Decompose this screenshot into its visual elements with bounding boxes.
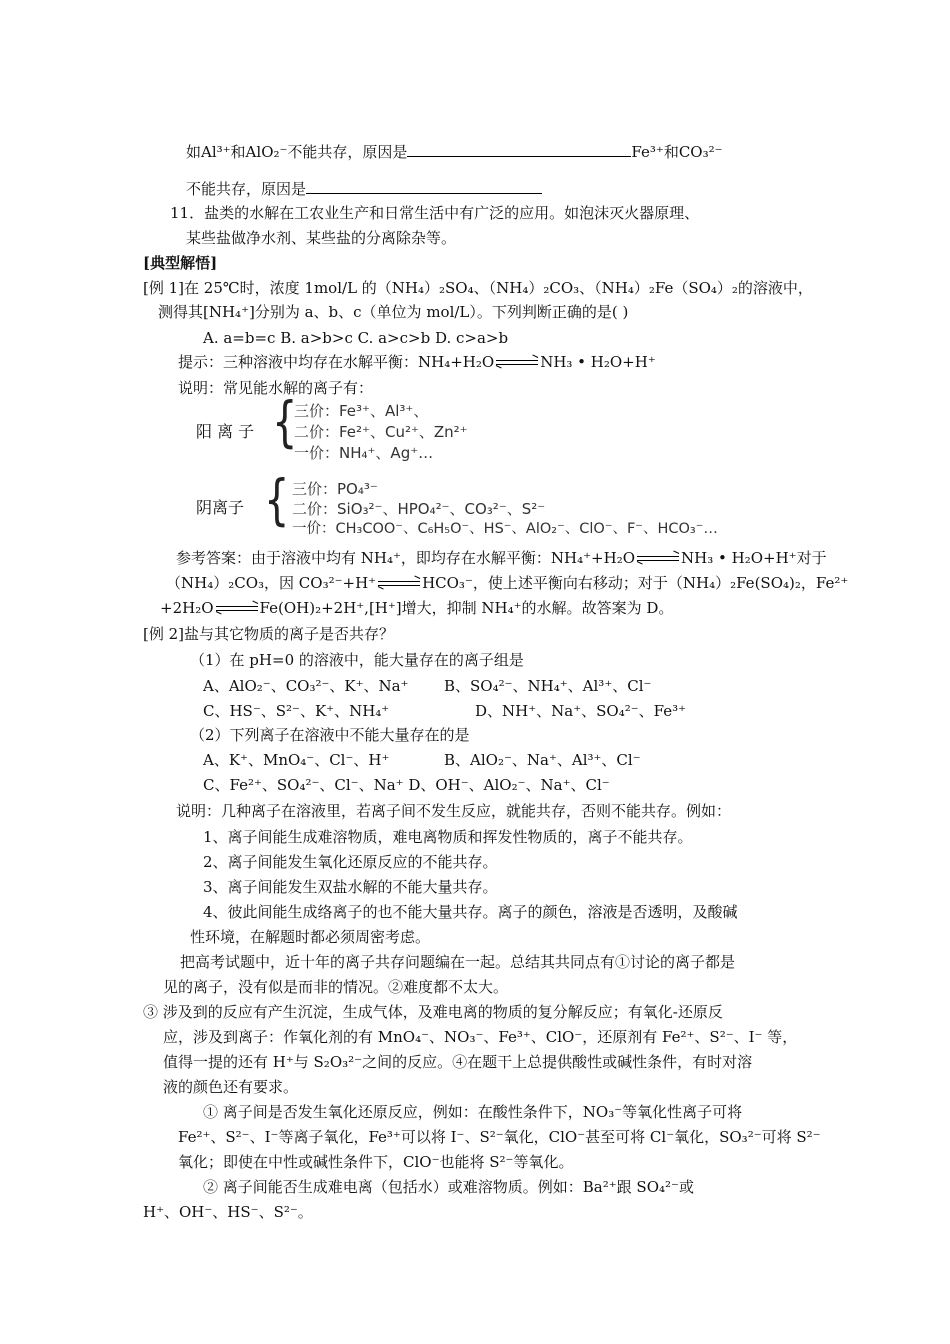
- item-11-line-1: 11．盐类的水解在工农业生产和日常生活中有广泛的应用。如泡沫灭火器原理、: [170, 204, 700, 222]
- cation-label: 阳 离 子: [196, 422, 255, 441]
- rule-2a: ② 离子间能否生成难电离（包括水）或难溶物质。例如：Ba²⁺跟 SO₄²⁻或: [203, 1178, 694, 1196]
- line-text: （NH₄）₂CO₃，因 CO₃²⁻+H⁺: [166, 574, 377, 592]
- anion-trivalent: 三价：PO₄³⁻: [292, 480, 378, 498]
- line-text: NH₃ • H₂O+H⁺对于: [681, 549, 827, 567]
- example-2-title: [例 2]盐与其它物质的离子是否共存？: [143, 625, 395, 643]
- q1-option-a: A、AlO₂⁻、CO₃²⁻、K⁺、Na⁺: [203, 677, 409, 695]
- paragraph-2c: 值得一提的还有 H⁺与 S₂O₃²⁻之间的反应。④在题干上总提供酸性或碱性条件，有时对溶: [163, 1053, 753, 1071]
- line-text: Fe(OH)₂+2H⁺,[H⁺]增大，抑制 NH₄⁺的水解。故答案为 D。: [259, 599, 674, 617]
- equilibrium-arrow-icon: [378, 580, 420, 588]
- line-text: NH₃ • H₂O+H⁺: [540, 353, 656, 371]
- line-text: 不能共存，原因是: [186, 180, 307, 198]
- rule-1c: 氧化；即使在中性或碱性条件下，ClO⁻也能将 S²⁻等氧化。: [178, 1153, 574, 1171]
- anion-divalent: 二价：SiO₃²⁻、HPO₄²⁻、CO₃²⁻、S²⁻: [292, 500, 546, 518]
- line-text: 如Al³⁺和AlO₂⁻不能共存，原因是: [186, 143, 408, 161]
- question-2: （2）下列离子在溶液中不能大量存在的是: [190, 726, 470, 744]
- paragraph-2d: 液的颜色还有要求。: [163, 1078, 299, 1096]
- cation-trivalent: 三价：Fe³⁺、Al³⁺、: [294, 402, 429, 420]
- note-item-4b: 性环境，在解题时都必须周密考虑。: [190, 928, 431, 946]
- hint-line: [178, 352, 656, 372]
- q2-option-a: A、K⁺、MnO₄⁻、Cl⁻、H⁺: [203, 751, 390, 769]
- cation-divalent: 二价：Fe²⁺、Cu²⁺、Zn²⁺: [294, 423, 468, 441]
- line-text: Fe³⁺和CO₃²⁻: [631, 143, 723, 161]
- equilibrium-arrow-icon: [496, 359, 538, 367]
- answer-line-1: [176, 548, 827, 568]
- example-1-options: A. a=b=c B. a>b>c C. a>c>b D. c>a>b: [203, 329, 509, 347]
- q1-option-d: D、NH⁺、Na⁺、SO₄²⁻、Fe³⁺: [475, 702, 687, 720]
- cation-monovalent: 一价：NH₄⁺、Ag⁺…: [294, 444, 434, 462]
- note-item-1: 1、离子间能生成难溶物质，难电离物质和挥发性物质的，离子不能共存。: [203, 828, 693, 846]
- anion-label: 阴离子: [196, 498, 245, 517]
- left-brace-icon: {: [272, 391, 298, 455]
- example-1-line-1: [例 1]在 25℃时，浓度 1mol/L 的（NH₄）₂SO₄、（NH₄）₂CO₃、（NH₄）₂Fe（SO₄）₂的溶液中，: [143, 279, 813, 297]
- left-brace-icon: {: [264, 469, 290, 533]
- item-11-line-2: 某些盐做净水剂、某些盐的分离除杂等。: [186, 229, 457, 247]
- rule-1b: Fe²⁺、S²⁻、I⁻等离子氧化，Fe³⁺可以将 I⁻、S²⁻氧化，ClO⁻甚至可将 Cl⁻氧化，SO₃²⁻可将 S²⁻: [178, 1128, 821, 1146]
- note-item-3: 3、离子间能发生双盐水解的不能大量共存。: [203, 878, 498, 896]
- answer-blank-2[interactable]: [306, 177, 542, 194]
- paragraph-2a: ③ 涉及到的反应有产生沉淀，生成气体，及难电离的物质的复分解反应；有氧化-还原反: [143, 1003, 723, 1021]
- line-text: +2H₂O: [160, 599, 214, 617]
- q1-option-c: C、HS⁻、S²⁻、K⁺、NH₄⁺: [203, 702, 390, 720]
- anion-monovalent: 一价：CH₃COO⁻、C₆H₅O⁻、HS⁻、AlO₂⁻、ClO⁻、F⁻、HCO₃⁻…: [292, 521, 718, 537]
- note-item-2: 2、离子间能发生氧化还原反应的不能共存。: [203, 853, 498, 871]
- rule-2b: H⁺、OH⁻、HS⁻、S²⁻。: [143, 1203, 313, 1221]
- q1-option-b: B、SO₄²⁻、NH₄⁺、Al³⁺、Cl⁻: [444, 677, 652, 695]
- note-line: 说明：常见能水解的离子有：: [178, 379, 374, 397]
- line-text: HCO₃⁻，使上述平衡向右移动；对于（NH₄）₂Fe(SO₄)₂，Fe²⁺: [422, 574, 849, 592]
- answer-line-3: [160, 598, 673, 618]
- paragraph-1a: 把高考试题中，近十年的离子共存问题编在一起。总结其共同点有①讨论的离子都是: [180, 953, 736, 971]
- section-heading: [典型解悟]: [143, 254, 218, 272]
- line-text: 参考答案：由于溶液中均有 NH₄⁺，即均存在水解平衡：NH₄⁺+H₂O: [176, 549, 636, 567]
- example-1-line-2: 测得其[NH₄⁺]分别为 a、b、c（单位为 mol/L）。下列判断正确的是( ): [158, 303, 629, 321]
- question-line-2: [186, 177, 542, 199]
- rule-1a: ① 离子间是否发生氧化还原反应，例如：在酸性条件下，NO₃⁻等氧化性离子可将: [203, 1103, 743, 1121]
- question-1: （1）在 pH=0 的溶液中，能大量存在的离子组是: [190, 651, 524, 669]
- note-item-4a: 4、彼此间能生成络离子的也不能大量共存。离子的颜色，溶液是否透明，及酸碱: [203, 903, 738, 921]
- equilibrium-arrow-icon: [216, 605, 258, 613]
- paragraph-1b: 见的离子，没有似是而非的情况。②难度都不太大。: [163, 978, 509, 996]
- answer-line-2: [166, 573, 848, 593]
- answer-blank-1[interactable]: [407, 140, 631, 157]
- question-line-1: [186, 140, 723, 162]
- line-text: 提示：三种溶液中均存在水解平衡：NH₄+H₂O: [178, 353, 495, 371]
- paragraph-2b: 应，涉及到离子：作氧化剂的有 MnO₄⁻、NO₃⁻、Fe³⁺、ClO⁻，还原剂有 Fe²⁺、S²⁻、I⁻ 等，: [163, 1028, 798, 1046]
- q2-option-cd: C、Fe²⁺、SO₄²⁻、Cl⁻、Na⁺ D、OH⁻、AlO₂⁻、Na⁺、Cl⁻: [203, 776, 610, 794]
- q2-option-b: B、AlO₂⁻、Na⁺、Al³⁺、Cl⁻: [444, 751, 641, 769]
- equilibrium-arrow-icon: [637, 555, 679, 563]
- note-intro: 说明：几种离子在溶液里，若离子间不发生反应，就能共存，否则不能共存。例如：: [176, 802, 732, 820]
